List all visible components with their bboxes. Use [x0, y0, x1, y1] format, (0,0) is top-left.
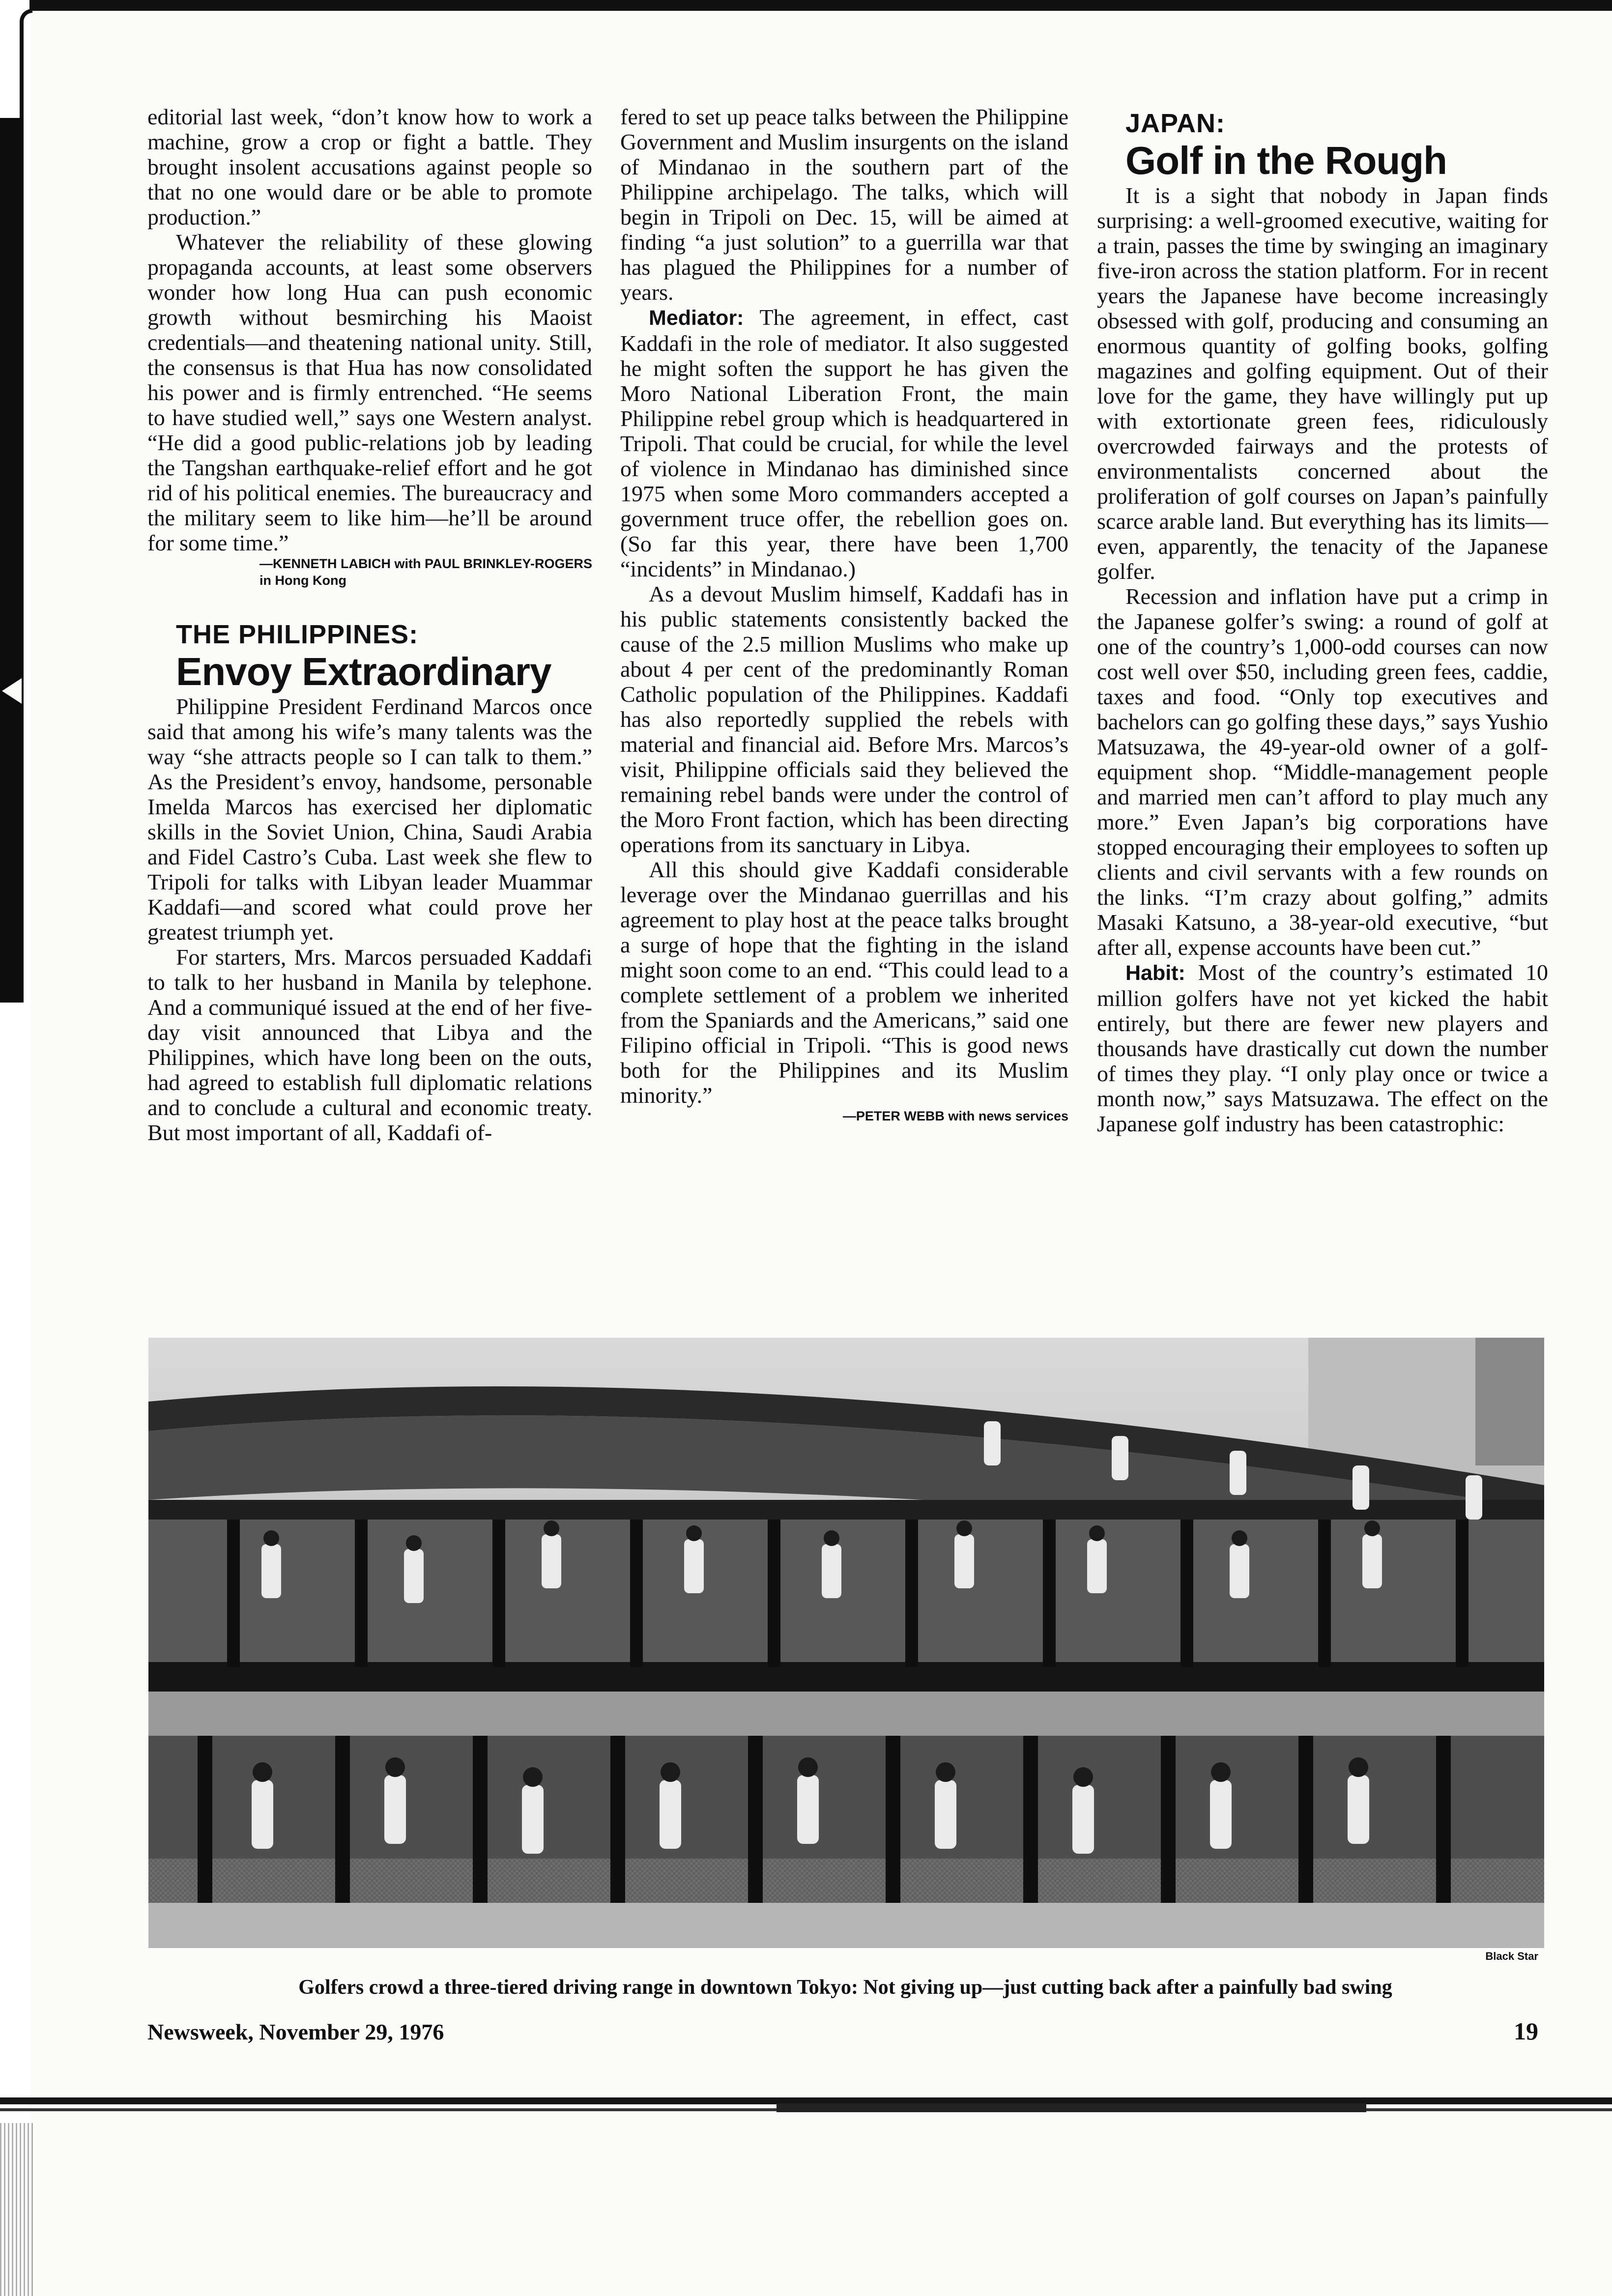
page-number: 19 — [1514, 2017, 1538, 2045]
paragraph: fered to set up peace talks between the Philippine Government and Muslim insurgents on the island of Mindanao in the southern part of the Philippine archipelago. The talks, which will begin in Tripoli on Dec. 15, will be aimed at finding “a just solution” to a guerrilla war that has plagued the Philippines for a number of years. — [620, 104, 1068, 305]
scan-left-strip — [0, 2123, 34, 2296]
paragraph-text: The agreement, in effect, cast Kaddafi in the role of mediator. It also suggested he might soften the support he has given the Moro National Liberation Front, the main Philippine rebel group which is headquartered in Tripoli. That could be crucial, for while the level of violence in Mindanao has diminished since 1975 when some Moro commanders accepted a government truce offer, the rebellion goes on. (So far this year, there have been 1,700 “incidents” in Mindanao.) — [620, 305, 1068, 581]
scan-corner-mark — [20, 9, 32, 122]
byline-place: in Hong Kong — [259, 573, 346, 588]
scan-top-edge — [0, 0, 1612, 11]
binding-notch — [2, 678, 22, 704]
paragraph: For starters, Mrs. Marcos persuaded Kaddafi to talk to her husband in Manila by telephone. And a communiqué issued at the end of her five-day visit announced that Libya and the Philippines, which have long been on the outs, had agreed to establish full diplomatic relations and to conclude a cultural and economic treaty. But most important of all, Kaddafi of- — [147, 945, 592, 1145]
binding-shadow — [0, 118, 24, 1003]
section-kicker: THE PHILIPPINES: — [176, 620, 419, 649]
column-3 — [1097, 104, 1548, 1136]
column-1 — [147, 104, 592, 1145]
paragraph-text: Most of the country’s estimated 10 million golfers have not yet kicked the habit entirely, but there are fewer new players and thousands have drastically cut down the number of times they play. “I only play once or twice a month now,” says Matsuzawa. The effect on the Japanese golf industry has been catastrophic: — [1097, 960, 1548, 1136]
paragraph — [1097, 960, 1548, 1136]
publication-date: Newsweek, November 29, 1976 — [147, 2019, 444, 2044]
paragraph: As a devout Muslim himself, Kaddafi has in his public statements consistently backed the cause of the 2.5 million Muslims who make up about 4 per cent of the predominantly Roman Catholic population of the Philippines. Kaddafi has also reportedly supplied the rebels with material and financial aid. Before Mrs. Marcos’s visit, Philippine officials said they believed the remaining rebel bands were under the control of the Moro Front faction, which has been directing operations from its sanctuary in Libya. — [620, 581, 1068, 857]
photo-driving-range — [148, 1338, 1544, 1948]
paragraph: Whatever the reliability of these glowing propaganda accounts, at least some observers wonder how long Hua can push economic growth without besmirching his Maoist credentials—and theatening national unity. Still, the consensus is that Hua has now consolidated his power and is firmly entrenched. “He seems to have studied well,” says one Western analyst. “He did a good public-relations job by leading the Tangshan earthquake-relief effort and he got rid of his political enemies. The bureaucracy and the military seem to like him—he’ll be around for some time.” — [147, 230, 592, 555]
paragraph: Recession and inflation have put a crimp in the Japanese golfer’s swing: a round of golf at one of the country’s 1,000-odd courses can now cost well over $50, including green fees, caddie, taxes and food. “Only top executives and bachelors can go golfing these days,” says Yushio Matsuzawa, the 49-year-old owner of a golf-equipment shop. “Middle-management people and married men can’t afford to play much any more.” Even Japan’s big corporations have stopped encouraging their employees to soften up clients and civil servants with a few rounds on the links. “I’m crazy about golfing,” admits Masaki Katsuno, a 38-year-old executive, “but after all, expense accounts have been cut.” — [1097, 584, 1548, 960]
subhead: Mediator: — [649, 306, 744, 330]
paragraph: Philippine President Ferdinand Marcos once said that among his wife’s many talents was the way “she attracts people so I can talk to them.” As the President’s envoy, handsome, personable Imelda Marcos has exercised her diplomatic skills in the Soviet Union, China, Saudi Arabia and Fidel Castro’s Cuba. Last week she flew to Tripoli for talks with Libyan leader Muammar Kaddafi—and scored what could prove her greatest triumph yet. — [147, 694, 592, 945]
article-headline: Golf in the Rough — [1125, 139, 1447, 182]
photo-credit: Black Star — [1485, 1950, 1538, 1962]
section-kicker: JAPAN: — [1125, 109, 1226, 138]
paragraph: editorial last week, “don’t know how to work a machine, grow a crop or fight a battle. They brought insolent accusations against people so that no one would dare or be able to promote production.” — [147, 104, 592, 230]
byline — [147, 555, 592, 589]
scan-bottom-rules — [0, 2097, 1612, 2117]
paragraph — [620, 305, 1068, 581]
photo-caption: Golfers crowd a three-tiered driving range in downtown Tokyo: Not giving up—just cutting back after a painfully bad swing — [298, 1976, 1392, 1999]
article-headline: Envoy Extraordinary — [176, 650, 551, 693]
paragraph: All this should give Kaddafi considerable leverage over the Mindanao guerrillas and his agreement to play host at the peace talks brought a surge of hope that the fighting in the island might soon come to an end. “This could lead to a complete settlement of a problem we inherited from the Spaniards and the Americans,” said one Filipino official in Tripoli. “This is good news both for the Philippines and its Muslim minority.” — [620, 857, 1068, 1108]
subhead: Habit: — [1125, 961, 1185, 985]
column-2 — [620, 104, 1068, 1124]
paragraph: It is a sight that nobody in Japan finds surprising: a well-groomed executive, waiting for a train, passes the time by swinging an imaginary five-iron across the station platform. For in recent years the Japanese have become increasingly obsessed with golf, producing and consuming an enormous quantity of golfing books, golfing magazines and golfing equipment. Out of their love for the game, they have willingly put up with extortionate green fees, ridiculously overcrowded fairways and the protests of environmentalists concerned about the proliferation of golf courses on Japan’s painfully scarce arable land. But everything has its limits—even, apparently, the tenacity of the Japanese golfer. — [1097, 183, 1548, 584]
byline: —PETER WEBB with news services — [842, 1109, 1068, 1123]
byline-names: —KENNETH LABICH with PAUL BRINKLEY-ROGERS — [259, 556, 592, 571]
photo-illustration — [148, 1338, 1544, 1948]
